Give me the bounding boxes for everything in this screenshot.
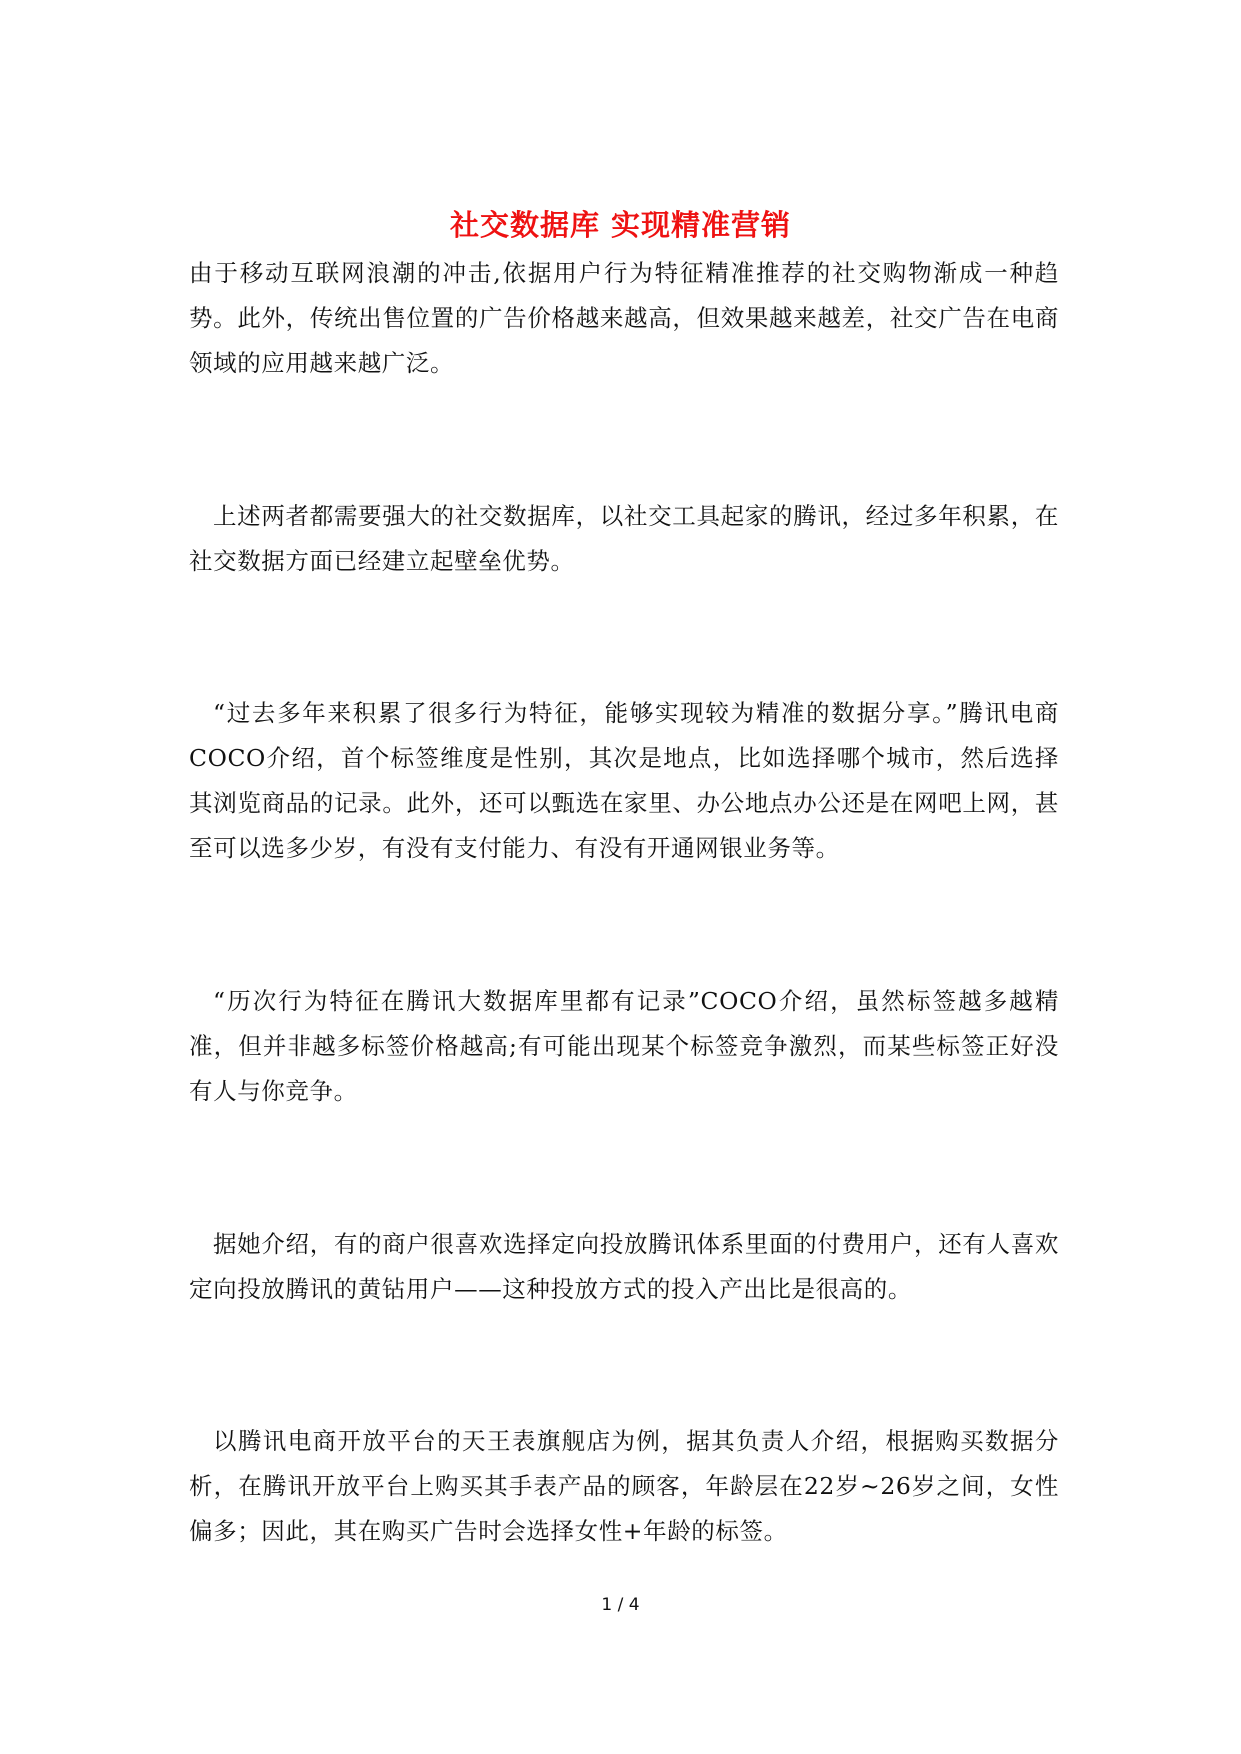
- paragraph-4: “历次行为特征在腾讯大数据库里都有记录”COCO介绍，虽然标签越多越精准，但并非越多标签价格越高;有可能出现某个标签竞争激烈，而某些标签正好没有人与你竞争。: [189, 987, 1059, 1105]
- paragraph-6: 以腾讯电商开放平台的天王表旗舰店为例，据其负责人介绍，根据购买数据分析，在腾讯开放平台上购买其手表产品的顾客，年龄层在22岁~26岁之间，女性偏多；因此，其在购买广告时会选择女性+年龄的标签。: [189, 1427, 1059, 1545]
- paragraph-3: “过去多年来积累了很多行为特征，能够实现较为精准的数据分享。”腾讯电商COCO介绍，首个标签维度是性别，其次是地点，比如选择哪个城市，然后选择其浏览商品的记录。此外，还可以甄选在家里、办公地点办公还是在网吧上网，甚至可以选多少岁，有没有支付能力、有没有开通网银业务等。: [189, 699, 1059, 862]
- paragraph-5: 据她介绍，有的商户很喜欢选择定向投放腾讯体系里面的付费用户，还有人喜欢定向投放腾讯的黄钻用户——这种投放方式的投入产出比是很高的。: [189, 1230, 1059, 1303]
- paragraph-2: 上述两者都需要强大的社交数据库，以社交工具起家的腾讯，经过多年积累，在社交数据方面已经建立起壁垒优势。: [189, 502, 1059, 575]
- document-title: 社交数据库 实现精准营销: [449, 208, 792, 243]
- paragraph-1: 由于移动互联网浪潮的冲击,依据用户行为特征精准推荐的社交购物渐成一种趋势。此外，传统出售位置的广告价格越来越高，但效果越来越差，社交广告在电商领域的应用越来越广泛。: [189, 259, 1059, 377]
- page-number: 1 / 4: [601, 1595, 640, 1615]
